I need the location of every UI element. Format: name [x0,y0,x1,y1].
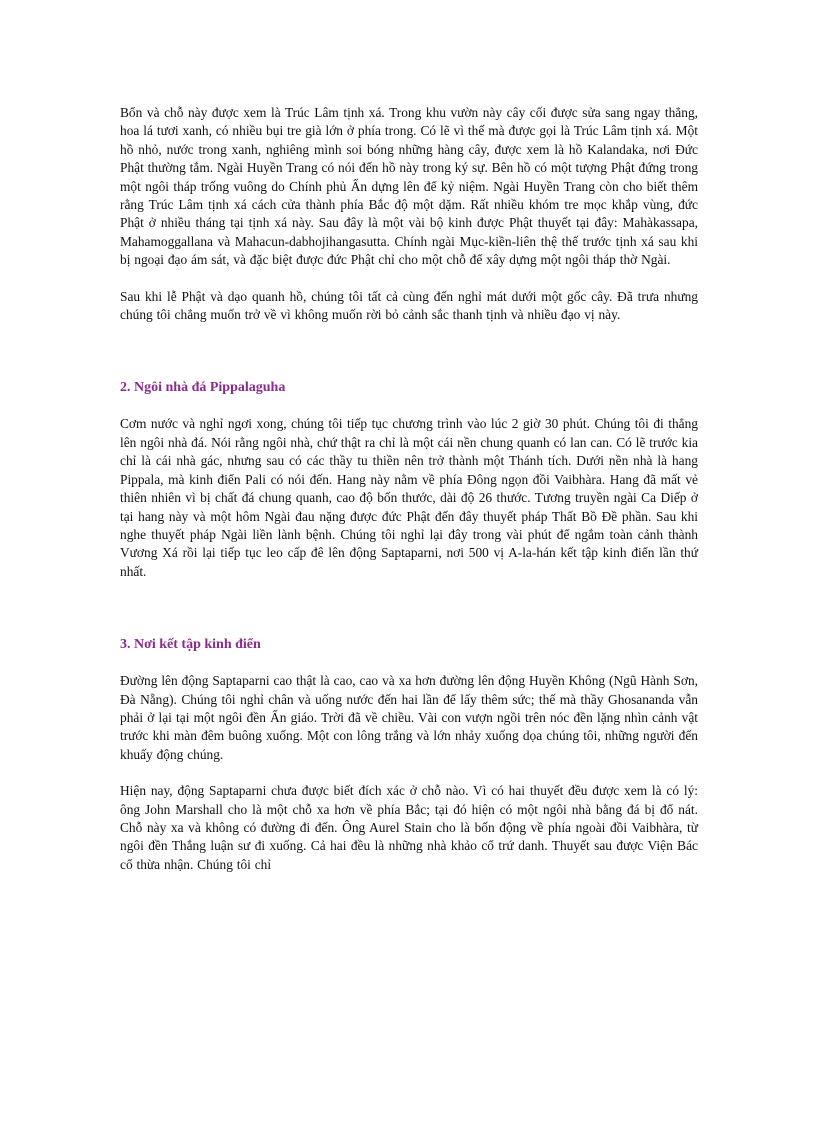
heading-gap [120,654,698,672]
section-gap [120,581,698,636]
intro-paragraph-1: Bổn và chỗ này được xem là Trúc Lâm tịnh xá. Trong khu vườn này cây cối được sửa sang ngay thẳng, hoa lá tươi xanh, có nhiều bụi tre già lớn ở phía trong. Có lẽ vì thế mà được gọi là Trúc Lâm tịnh xá. Một hồ nhỏ, nước trong xanh, nghiêng mình soi bóng những hàng cây, được xem là hồ Kalandaka, nơi Đức Phật thường tắm. Ngài Huyền Trang có nói đến hồ này trong ký sự. Bên hồ có một tượng Phật đứng trong một ngôi tháp trống vuông do Chính phủ Ấn dựng lên để kỷ niệm. Ngài Huyền Trang còn cho biết thêm rằng Trúc Lâm tịnh xá cách cửa thành phía Bắc độ một dặm. Rất nhiều khóm tre mọc khắp vùng, đức Phật ở nhiều tháng tại tịnh xá này. Sau đây là một vài bộ kinh được Phật thuyết tại đây: Mahàkassapa, Mahamoggallana và Mahacun-dabhojihangasutta. Chính ngài Mục-kiền-liên thệ thế trước tịnh xá sau khi bị ngoại đạo ám sát, và đặc biệt được đức Phật chỉ cho một chỗ để xây dựng một ngôi tháp thờ Ngài. [120,105,698,268]
section-3-paragraph-2: Hiện nay, động Saptaparni chưa được biết đích xác ở chỗ nào. Vì có hai thuyết đều được xem là có lý: ông John Marshall cho là một chỗ xa hơn về phía Bắc; tại đó hiện có một ngôi nhà bằng đá bị đổ nát. Chỗ này xa và không có đường đi đến. Ông Aurel Stain cho là bốn động về phía ngoài đồi Vaibhàra, từ ngôi đền Thắng luận sư đi xuống. Cả hai đều là những nhà khảo cổ trứ danh. Thuyết sau được Viện Bác cổ thừa nhận. Chúng tôi chỉ [120,783,698,872]
intro-paragraph-2: Sau khi lễ Phật và dạo quanh hồ, chúng tôi tất cả cùng đến nghỉ mát dưới một gốc cây. Đã trưa nhưng chúng tôi chẳng muốn trở về vì không muốn rời bỏ cảnh sắc thanh tịnh và nhiều đạo vị này. [120,288,698,323]
section-3-heading: 3. Nơi kết tập kinh điển [120,637,261,653]
heading-gap [120,397,698,415]
section-2-heading: 2. Ngôi nhà đá Pippalaguha [120,380,286,396]
paragraph-gap [120,270,698,288]
section-3-paragraph-1: Đường lên động Saptaparni cao thật là cao, cao và xa hơn đường lên động Huyền Không (Ngũ Hành Sơn, Đà Nẵng). Chúng tôi nghỉ chân và uống nước đến hai lần để lấy thêm sức; thế mà thầy Ghosananda vẫn phải ở lại tại một ngôi đền Ấn giáo. Trời đã về chiều. Vài con vượn ngồi trên nóc đền lặng nhìn cảnh vật trước khi màn đêm buông xuống. Một con lông trắng và lớn nhảy xuống dọa chúng tôi, những người đến khuấy động chúng. [120,673,698,762]
section-gap [120,324,698,379]
document-page [120,104,698,874]
paragraph-gap [120,764,698,782]
section-2-paragraph: Cơm nước và nghỉ ngơi xong, chúng tôi tiếp tục chương trình vào lúc 2 giờ 30 phút. Chúng tôi đi thẳng lên ngôi nhà đá. Nói rằng ngôi nhà, chứ thật ra chỉ là một cái nền chung quanh có lan can. Có lẽ trước kia chỉ là cái nhà gác, nhưng sau có các thầy tu thiền nên trở thành một Thánh tích. Dưới nền nhà là hang Pippala, mà kinh điển Pali có nói đến. Hang này nằm về phía Đông ngọn đồi Vaibhàra. Hang đã mất vẻ thiên nhiên vì bị chất đá chung quanh, cao độ bốn thước, dài độ 26 thước. Tương truyền ngài Ca Diếp ở tại hang này và một hôm Ngài đau nặng được đức Phật đến đây thuyết pháp Thất Bồ Đề phần. Sau khi nghe thuyết pháp Ngài liền lành bệnh. Chúng tôi nghỉ lại đây trong vài phút để ngắm toàn cảnh thành Vương Xá rồi lại tiếp tục leo cấp đê lên động Saptaparni, nơi 500 vị A-la-hán kết tập kinh điển lần thứ nhất. [120,416,698,579]
